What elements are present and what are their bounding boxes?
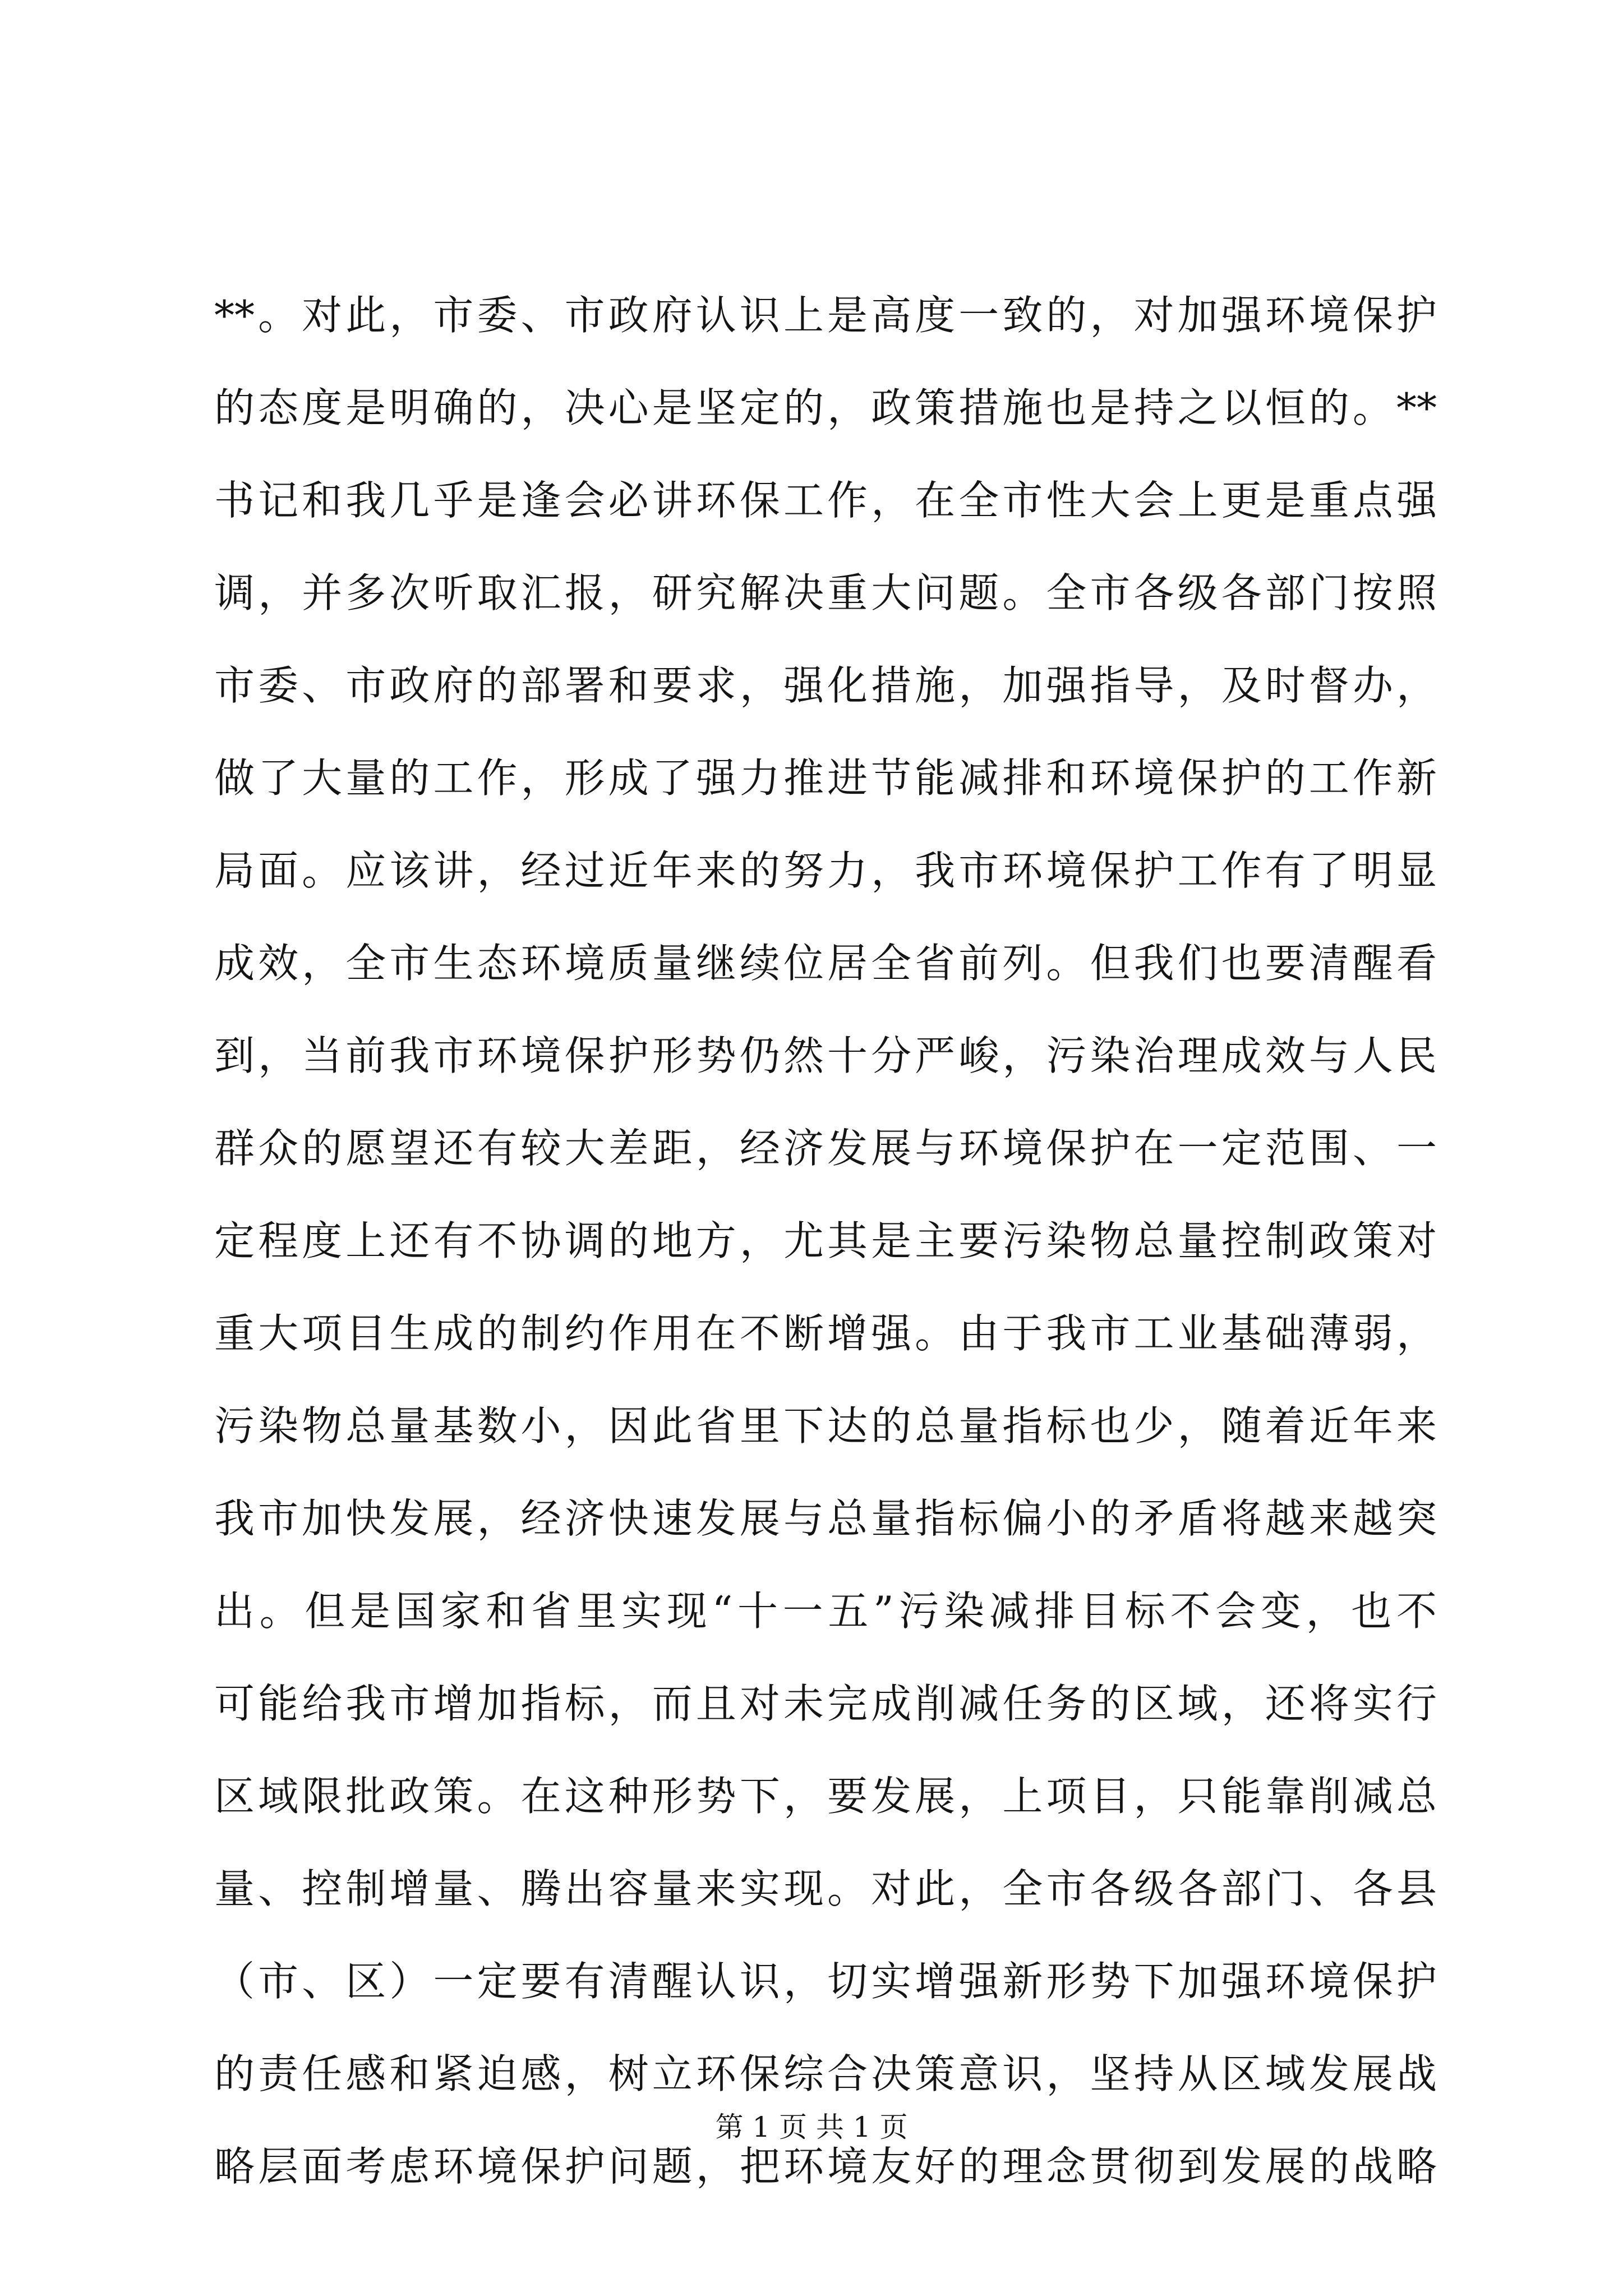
text-line-1: **。对此，市委、市政府认识上是高度一致的，对加强环境保护 — [214, 292, 1437, 339]
text-line-12: 重大项目生成的制约作用在不断增强。由于我市工业基础薄弱， — [214, 1310, 1437, 1357]
text-line-21: 略层面考虑环境保护问题，把环境友好的理念贯彻到发展的战略 — [214, 2143, 1437, 2190]
text-line-11: 定程度上还有不协调的地方，尤其是主要污染物总量控制政策对 — [214, 1217, 1437, 1264]
text-line-19: （市、区）一定要有清醒认识，切实增强新形势下加强环境保护 — [214, 1958, 1437, 2005]
text-line-5: 市委、市政府的部署和要求，强化措施，加强指导，及时督办， — [214, 662, 1437, 709]
text-line-17: 区域限批政策。在这种形势下，要发展，上项目，只能靠削减总 — [214, 1773, 1437, 1820]
text-line-6: 做了大量的工作，形成了强力推进节能减排和环境保护的工作新 — [214, 754, 1437, 802]
text-line-7: 局面。应该讲，经过近年来的努力，我市环境保护工作有了明显 — [214, 847, 1437, 894]
text-line-9: 到，当前我市环境保护形势仍然十分严峻，污染治理成效与人民 — [214, 1032, 1437, 1079]
text-line-8: 成效，全市生态环境质量继续位居全省前列。但我们也要清醒看 — [214, 940, 1437, 987]
text-line-4: 调，并多次听取汇报，研究解决重大问题。全市各级各部门按照 — [214, 569, 1437, 616]
text-line-15: 出。但是国家和省里实现“十一五”污染减排目标不会变，也不 — [214, 1588, 1437, 1635]
text-line-10: 群众的愿望还有较大差距，经济发展与环境保护在一定范围、一 — [214, 1125, 1437, 1172]
text-line-3: 书记和我几乎是逢会必讲环保工作，在全市性大会上更是重点强 — [214, 477, 1437, 524]
text-line-2: 的态度是明确的，决心是坚定的，政策措施也是持之以恒的。** — [214, 384, 1437, 431]
text-line-14: 我市加快发展，经济快速发展与总量指标偏小的矛盾将越来越突 — [214, 1495, 1437, 1542]
text-line-13: 污染物总量基数小，因此省里下达的总量指标也少，随着近年来 — [214, 1402, 1437, 1450]
text-line-18: 量、控制增量、腾出容量来实现。对此，全市各级各部门、各县 — [214, 1865, 1437, 1912]
body-paragraph — [214, 269, 1437, 2213]
text-line-20: 的责任感和紧迫感，树立环保综合决策意识，坚持从区域发展战 — [214, 2050, 1437, 2097]
text-line-16: 可能给我市增加指标，而且对未完成削减任务的区域，还将实行 — [214, 1680, 1437, 1727]
page-footer: 第 1 页 共 1 页 — [715, 2111, 908, 2143]
